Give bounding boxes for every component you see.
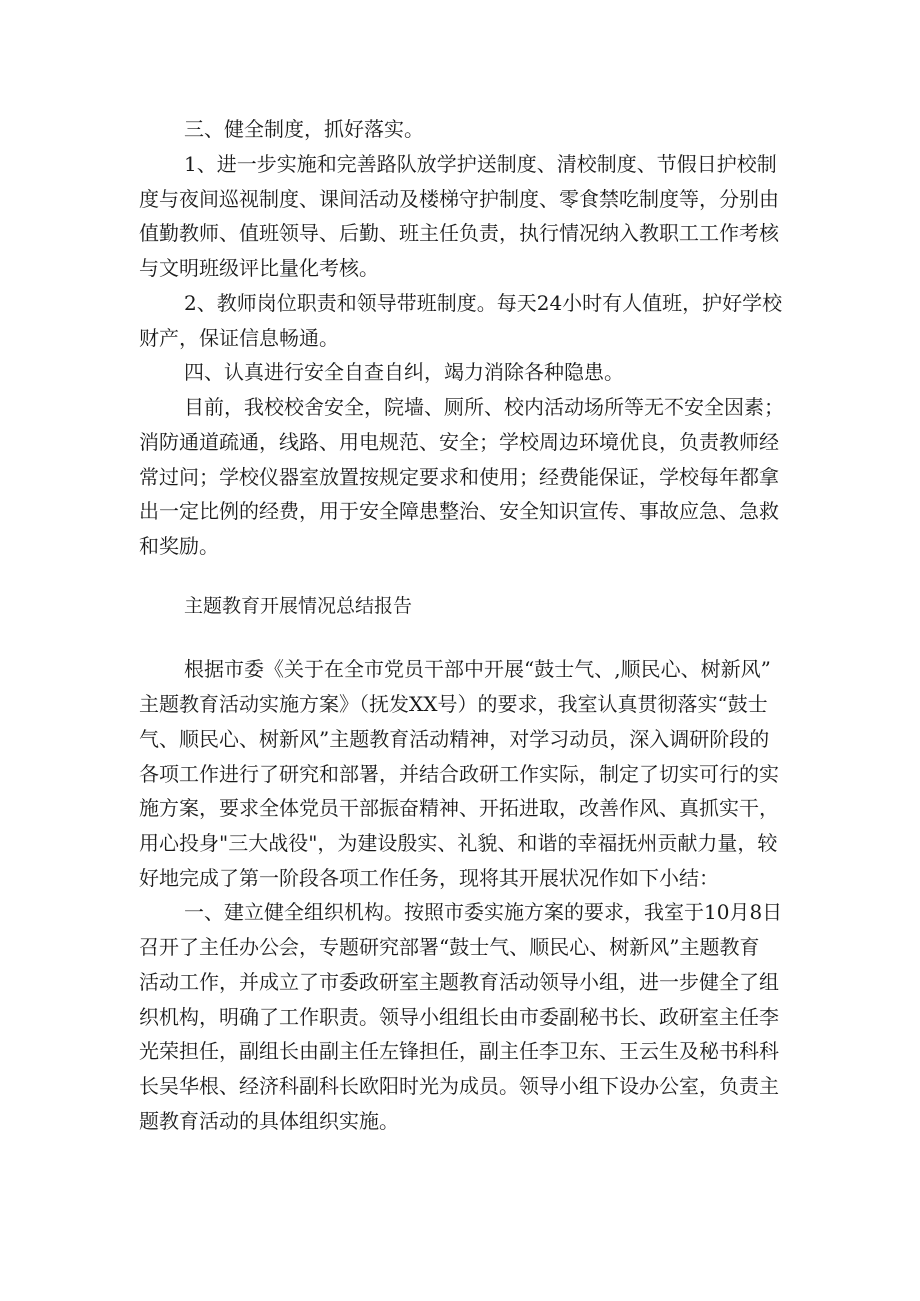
paragraph-line: 织机构，明确了工作职责。领导小组组长由市委副秘书长、政研室主任李 [139,1005,779,1029]
paragraph-line: 施方案，要求全体党员干部振奋精神、开拓进取，改善作风、真抓实干， [139,796,779,820]
paragraph-line: 好地完成了第一阶段各项工作任务，现将其开展状况作如下小结： [139,866,719,890]
paragraph-line: 1、进一步实施和完善路队放学护送制度、清校制度、节假日护校制 [184,152,777,176]
paragraph-line: 主题教育活动实施方案》（抚发XX号）的要求，我室认真贯彻落实“鼓士 [139,692,768,716]
paragraph-line: 2、教师岗位职责和领导带班制度。每天24小时有人值班，护好学校 [184,291,783,315]
paragraph-line: 常过问；学校仪器室放置按规定要求和使用；经费能保证，学校每年都拿 [139,465,779,489]
paragraph-line: 值勤教师、值班领导、后勤、班主任负责，执行情况纳入教职工工作考核 [139,221,779,245]
paragraph-line: 光荣担任，副组长由副主任左锋担任，副主任李卫东、王云生及秘书科科 [139,1039,779,1063]
paragraph-line: 气、顺民心、树新风”主题教育活动精神，对学习动员，深入调研阶段的 [139,727,770,751]
paragraph-line: 长吴华根、经济科副科长欧阳时光为成员。领导小组下设办公室，负责主 [139,1074,779,1098]
paragraph-line: 活动工作，并成立了市委政研室主题教育活动领导小组，进一步健全了组 [139,970,779,994]
heading-1: 一、建立健全组织机构。按照市委实施方案的要求，我室于10月8日 [184,900,783,924]
paragraph-line: 出一定比例的经费，用于安全障患整治、安全知识宣传、事故应急、急救 [139,499,779,523]
paragraph-line: 消防通道疏通，线路、用电规范、安全；学校周边环境优良，负责教师经 [139,430,779,454]
paragraph-line: 用心投身"三大战役"，为建设殷实、礼貌、和谐的幸福抚州贡献力量，较 [139,831,778,855]
heading-4: 四、认真进行安全自查自纠，竭力消除各种隐患。 [184,360,624,384]
paragraph-line: 各项工作进行了研究和部署，并结合政研工作实际，制定了切实可行的实 [139,762,779,786]
paragraph-line: 召开了主任办公会，专题研究部署“鼓士气、顺民心、树新风”主题教育 [139,935,760,959]
paragraph-line: 题教育活动的具体组织实施。 [139,1109,399,1133]
report-title: 主题教育开展情况总结报告 [184,595,413,617]
paragraph-line: 根据市委《关于在全市党员干部中开展“鼓士气、,顺民心、树新风” [184,657,771,681]
paragraph-line: 度与夜间巡视制度、课间活动及楼梯守护制度、零食禁吃制度等，分别由 [139,187,779,211]
paragraph-line: 目前，我校校舍安全，院墙、厕所、校内活动场所等无不安全因素； [184,395,784,419]
heading-3: 三、健全制度，抓好落实。 [184,117,424,141]
paragraph-line: 和奖励。 [139,534,219,558]
paragraph-line: 与文明班级评比量化考核。 [139,256,379,280]
paragraph-line: 财产，保证信息畅通。 [139,326,339,350]
